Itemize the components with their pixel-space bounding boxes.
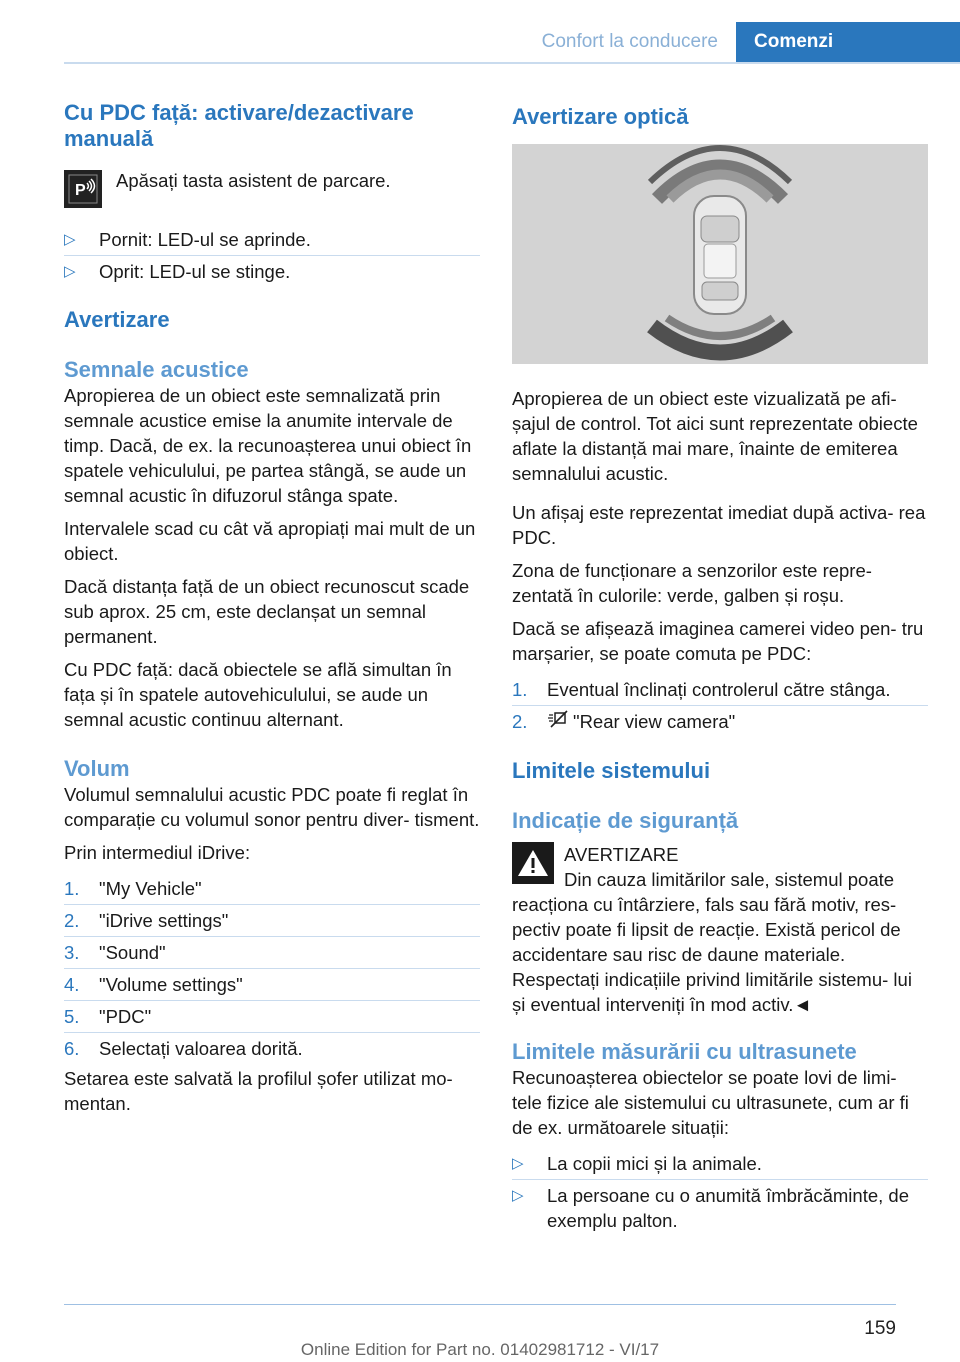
- volume-paragraph-1: Volumul semnalului acustic PDC poate fi reglat în comparație cu volumul sonor pentru diver‐ tisment.: [64, 784, 480, 830]
- heading-safety: Indicație de siguranță: [512, 808, 739, 833]
- ultrasound-list: [512, 1148, 928, 1236]
- optical-paragraph-1: Apropierea de un obiect este vizualizată pe afi‐ șajul de control. Tot aici sunt reprezentate obiecte aflate la distanță mai mare, înainte de emiterea semnalului acustic.: [512, 388, 918, 484]
- triangle-bullet-icon: ▷: [512, 1155, 524, 1172]
- warning-title: AVERTIZARE: [564, 844, 679, 865]
- optical-paragraph-3: Zona de funcționare a senzorilor este repre‐ zentată în culorile: verde, galben și roșu.: [512, 560, 872, 606]
- warning-triangle-icon: [512, 842, 554, 884]
- page-header: [524, 22, 960, 62]
- warning-body: reacționa cu întârziere, fals sau fără motiv, res‐ pectiv poate fi lipsit de reacție. Există pericol de accidentare sau risc de daune materiale. Respectați indicațiile privind limitările sistemu‐ lui și eventual interveniți în mod activ.◄: [512, 894, 912, 1015]
- heading-warning: Avertizare: [64, 307, 170, 332]
- triangle-bullet-icon: ▷: [512, 1187, 524, 1204]
- list-item: 3. "Sound": [64, 937, 480, 969]
- list-item: ▷ Oprit: LED-ul se stinge.: [64, 261, 291, 282]
- acoustic-paragraph-1: Apropierea de un obiect este semnalizată prin semnale acustice emise la anumite intervale de timp. Dacă, de ex. la recunoașterea unui obiect în spatele vehiculului, pe partea stângă, se aude un semnal acustic în difuzorul stânga spate.: [64, 385, 472, 506]
- camera-steps-list: [512, 674, 928, 738]
- pdc-car-sensor-illustration: [512, 144, 928, 364]
- list-item: 6. Selectați valoarea dorită.: [64, 1038, 303, 1059]
- optical-paragraph-4: Dacă se afișează imaginea camerei video pen‐ tru marșarier, se poate comuta pe PDC:: [512, 618, 924, 664]
- warning-header: [564, 842, 894, 892]
- list-item: ▷ Pornit: LED-ul se aprinde.: [64, 224, 480, 256]
- list-item: 1. "My Vehicle": [64, 873, 480, 905]
- volume-paragraph-3: Setarea este salvată la profilul șofer utilizat mo‐ mentan.: [64, 1068, 453, 1114]
- ultrasound-paragraph: Recunoașterea obiectelor se poate lovi de limi‐ tele fizice ale sistemului cu ultrasunete, cum ar fi de ex. următoarele situații:: [512, 1067, 909, 1138]
- optical-paragraph-2: Un afișaj este reprezentat imediat după activa‐ rea PDC.: [512, 502, 926, 548]
- heading-acoustic: Semnale acustice: [64, 357, 249, 382]
- chapter-tab[interactable]: Comenzi: [736, 22, 960, 62]
- left-column: [64, 100, 480, 1124]
- list-item: 2. "Rear view camera": [512, 706, 928, 738]
- page-number: 159: [864, 1318, 896, 1339]
- warning-line-1: Din cauza limitărilor sale, sistemul poate: [564, 869, 895, 890]
- volume-paragraph-2: Prin intermediul iDrive:: [64, 842, 251, 863]
- list-item: 4. "Volume settings": [64, 969, 480, 1001]
- section-tab[interactable]: Confort la conducere: [541, 31, 718, 52]
- list-item: 1. Eventual înclinați controlerul către stânga.: [512, 674, 928, 706]
- triangle-bullet-icon: ▷: [64, 263, 76, 280]
- list-item: 5. "PDC": [64, 1001, 480, 1033]
- heading-volume: Volum: [64, 756, 130, 781]
- acoustic-paragraph-4: Cu PDC față: dacă obiectele se află simultan în fața și în spatele autovehiculului, se aude un semnal acustic continuu alternant.: [64, 659, 452, 730]
- volume-steps-list: [64, 873, 480, 1064]
- pdc-state-list: [64, 224, 480, 287]
- park-assist-instruction: [64, 170, 480, 208]
- rear-camera-icon: [547, 709, 573, 735]
- list-item: ▷ La copii mici și la animale.: [512, 1148, 928, 1180]
- header-divider: [64, 62, 960, 64]
- triangle-bullet-icon: ▷: [64, 231, 76, 248]
- acoustic-paragraph-3: Dacă distanța față de un obiect recunoscut scade sub aprox. 25 cm, este declanșat un semnal permanent.: [64, 576, 470, 647]
- list-item: ▷ La persoane cu o anumită îmbrăcăminte, de exemplu palton.: [512, 1185, 909, 1231]
- press-key-text: Apăsați tasta asistent de parcare.: [116, 170, 391, 191]
- heading-manual-pdc: Cu PDC față: activare/dezactivare manuală: [64, 100, 414, 151]
- heading-limits: Limitele sistemului: [512, 758, 711, 783]
- heading-ultrasound: Limitele măsurării cu ultrasunete: [512, 1039, 857, 1064]
- warning-box: [512, 842, 928, 892]
- svg-text:P: P: [75, 182, 86, 199]
- park-assist-button-icon: [64, 170, 102, 208]
- edition-note: Online Edition for Part no. 01402981712 - VI/17: [300, 1340, 660, 1359]
- pdc-display-figure: [512, 144, 928, 364]
- heading-optical: Avertizare optică: [512, 104, 689, 129]
- footer-divider: [64, 1304, 896, 1305]
- right-column: [512, 100, 928, 1236]
- acoustic-paragraph-2: Intervalele scad cu cât vă apropiați mai mult de un obiect.: [64, 518, 476, 564]
- list-item: 2. "iDrive settings": [64, 905, 480, 937]
